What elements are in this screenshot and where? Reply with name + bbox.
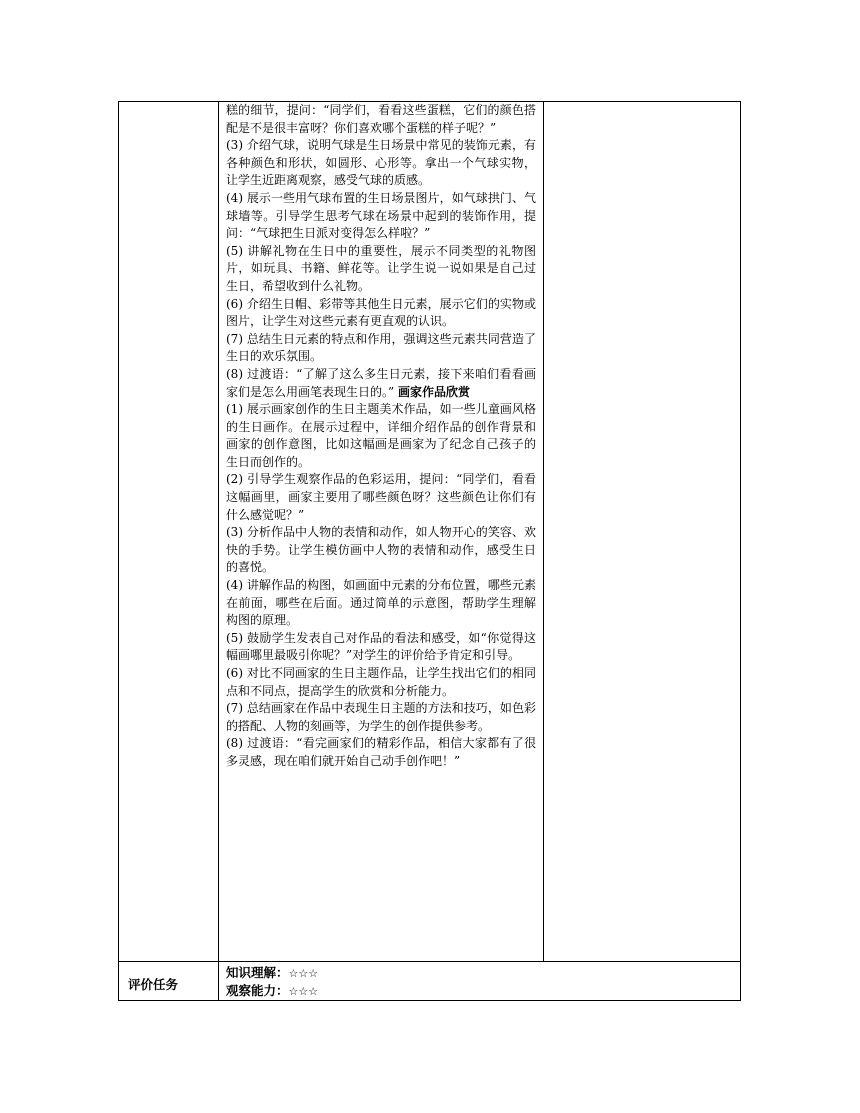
- evaluation-row: [119, 962, 741, 1001]
- paragraph: (4) 讲解作品的构图，如画面中元素的分布位置，哪些元素在前面，哪些在后面。通过简单的示意图，帮助学生理解构图的原理。: [226, 578, 536, 628]
- transition-text: (8) 过渡语：“了解了这么多生日元素，接下来咱们看看画家们是怎么用画笔表现生日的。”: [226, 366, 536, 399]
- evaluation-item: [226, 964, 733, 982]
- paragraph: (5) 讲解礼物在生日中的重要性，展示不同类型的礼物图片，如玩具、书籍、鲜花等。让学生说一说如果是自己过生日，希望收到什么礼物。: [226, 243, 536, 293]
- row-label-cell: [119, 102, 219, 962]
- evaluation-items: [219, 962, 740, 1000]
- teaching-content-cell: [219, 102, 544, 962]
- evaluation-items-cell: [219, 962, 741, 1001]
- paragraph: (3) 介绍气球，说明气球是生日场景中常见的装饰元素，有各种颜色和形状，如圆形、心形等。拿出一个气球实物，让学生近距离观察，感受气球的质感。: [226, 138, 536, 188]
- paragraph: (6) 对比不同画家的生日主题作品，让学生找出它们的相同点和不同点，提高学生的欣赏和分析能力。: [226, 666, 536, 698]
- paragraph: (7) 总结生日元素的特点和作用，强调这些元素共同营造了生日的欢乐氛围。: [226, 331, 536, 364]
- teaching-content: [219, 102, 543, 771]
- star-rating: ☆☆☆: [288, 967, 319, 980]
- paragraph: (8) 过渡语：“看完画家们的精彩作品，相信大家都有了很多灵感，现在咱们就开始自己动手创作吧！”: [226, 736, 536, 768]
- notes-cell: [544, 102, 741, 962]
- teaching-process-row: [119, 102, 741, 962]
- evaluation-item-name: 知识理解：: [226, 965, 289, 980]
- star-rating: ☆☆☆: [288, 985, 319, 998]
- paragraph: (6) 介绍生日帽、彩带等其他生日元素，展示它们的实物或图片，让学生对这些元素有更直观的认识。: [226, 296, 536, 329]
- evaluation-item: [226, 982, 733, 1000]
- evaluation-item-name: 观察能力：: [226, 983, 289, 998]
- lesson-plan-table: [118, 101, 741, 1001]
- paragraph: (5) 鼓励学生发表自己对作品的看法和感受，如“你觉得这幅画哪里最吸引你呢？”对学生的评价给予肯定和引导。: [226, 630, 536, 663]
- section-heading: 画家作品欣赏: [397, 384, 470, 399]
- paragraph: (3) 分析作品中人物的表情和动作，如人物开心的笑容、欢快的手势。让学生模仿画中人物的表情和动作，感受生日的喜悦。: [226, 525, 536, 575]
- transition-paragraph: [226, 366, 536, 401]
- paragraph: (7) 总结画家在作品中表现生日主题的方法和技巧，如色彩的搭配、人物的刻画等，为学生的创作提供参考。: [226, 701, 536, 733]
- paragraph: (4) 展示一些用气球布置的生日场景图片，如气球拱门、气球墙等。引导学生思考气球在场景中起到的装饰作用，提问：“气球把生日派对变得怎么样啦？”: [226, 190, 536, 241]
- evaluation-label-cell: [119, 962, 219, 1001]
- evaluation-label: 评价任务: [128, 977, 179, 992]
- paragraph: (1) 展示画家创作的生日主题美术作品，如一些儿童画风格的生日画作。在展示过程中，详细介绍作品的创作背景和画家的创作意图，比如这幅画是画家为了纪念自己孩子的生日而创作的。: [226, 402, 536, 469]
- paragraph: 糕的细节，提问：“同学们，看看这些蛋糕，它们的颜色搭配是不是很丰富呀？你们喜欢哪个蛋糕的样子呢？”: [226, 103, 536, 135]
- paragraph: (2) 引导学生观察作品的色彩运用，提问：“同学们，看看这幅画里，画家主要用了哪些颜色呀？这些颜色让你们有什么感觉呢？”: [226, 472, 536, 522]
